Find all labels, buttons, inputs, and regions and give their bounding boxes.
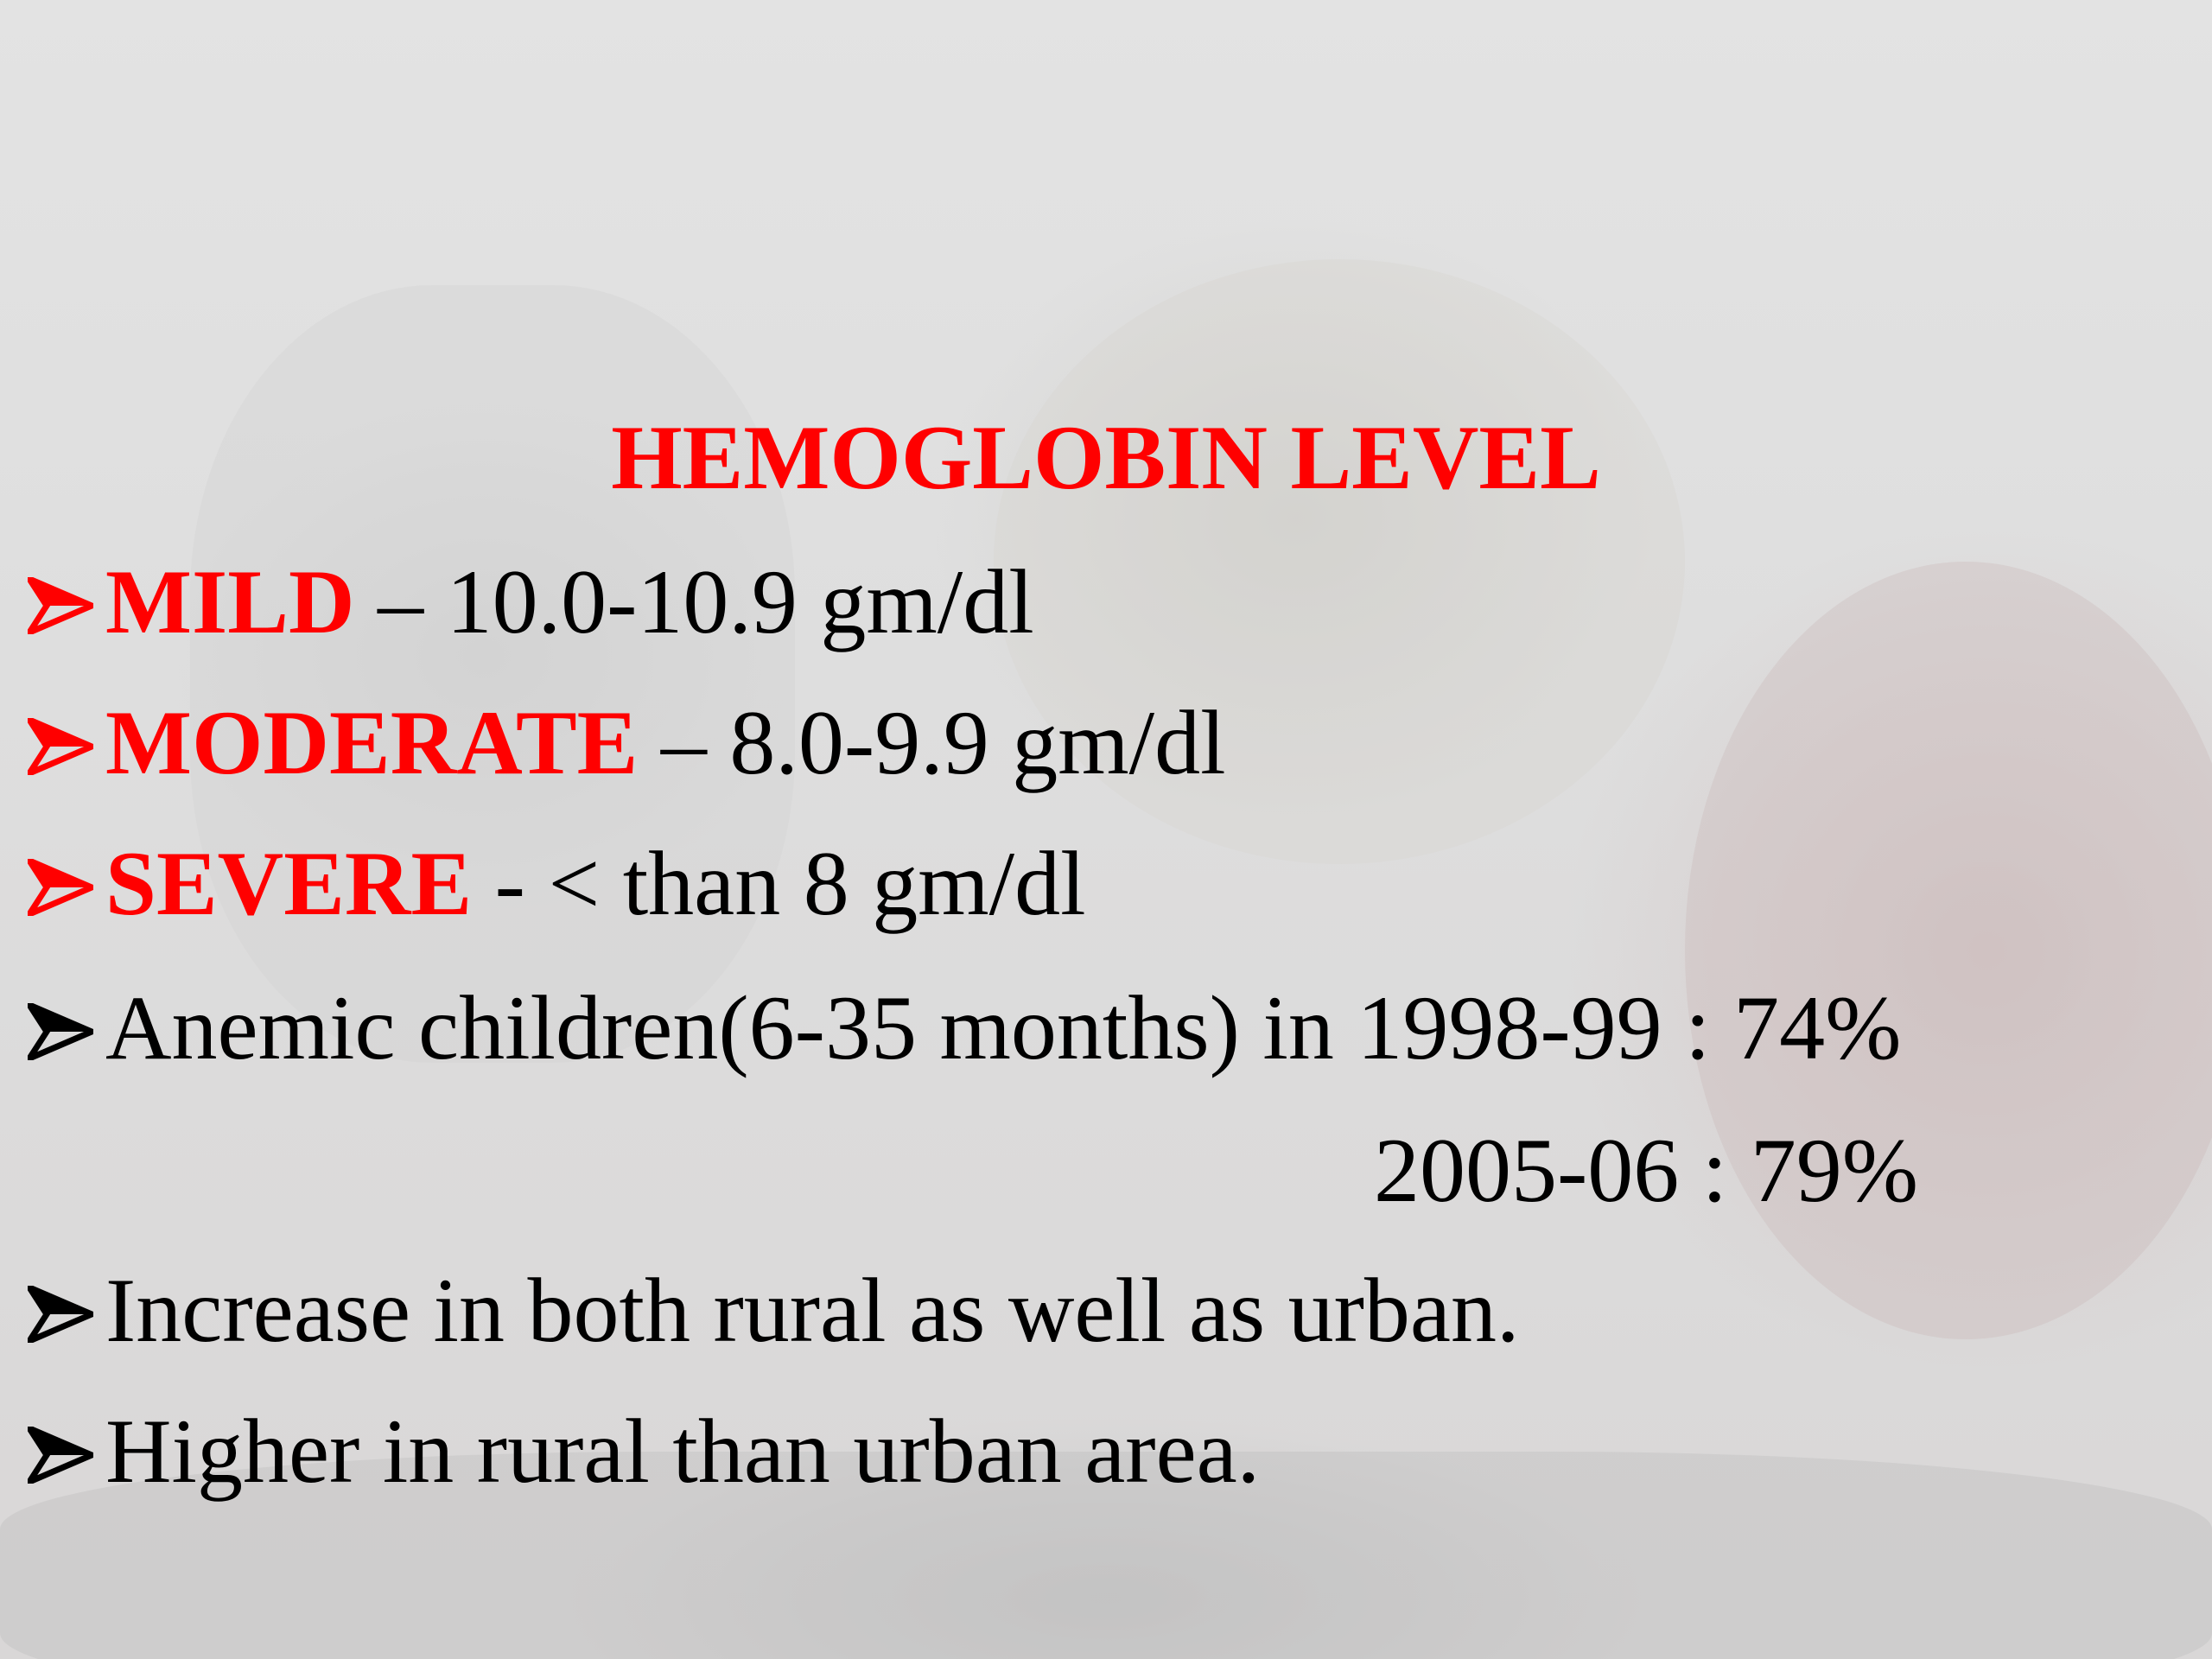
bullet-text: – 8.0-9.9 gm/dl bbox=[638, 692, 1226, 793]
arrowhead-bullet-icon bbox=[26, 687, 105, 799]
bullet-item-mild bbox=[26, 546, 1034, 658]
bullet-item-anemic-children bbox=[26, 972, 1901, 1084]
arrowhead-bullet-icon bbox=[26, 1255, 105, 1367]
arrowhead-bullet-icon bbox=[26, 546, 105, 658]
bullet-term: MODERATE bbox=[105, 692, 639, 793]
bullet-item-severe bbox=[26, 828, 1086, 940]
bullet-text: Anemic children(6-35 months) in 1998-99 : 74% bbox=[105, 977, 1902, 1078]
bullet-continuation: 2005-06 : 79% bbox=[1374, 1120, 1919, 1221]
bullet-text: – 10.0-10.9 gm/dl bbox=[354, 551, 1034, 652]
arrowhead-bullet-icon bbox=[26, 828, 105, 940]
background-blur-shape bbox=[190, 285, 795, 1063]
bullet-item-increase bbox=[26, 1255, 1519, 1367]
arrowhead-bullet-icon bbox=[26, 1395, 105, 1508]
bullet-item-moderate bbox=[26, 687, 1226, 799]
bullet-term: MILD bbox=[105, 551, 355, 652]
bullet-item-higher bbox=[26, 1395, 1260, 1508]
bullet-text: Higher in rural than urban area. bbox=[105, 1401, 1261, 1502]
bullet-term: SEVERE bbox=[105, 833, 473, 934]
bullet-text: - < than 8 gm/dl bbox=[472, 833, 1086, 934]
bullet-text: Increase in both rural as well as urban. bbox=[105, 1260, 1520, 1361]
slide-title: HEMOGLOBIN LEVEL bbox=[611, 407, 1601, 508]
arrowhead-bullet-icon bbox=[26, 972, 105, 1084]
